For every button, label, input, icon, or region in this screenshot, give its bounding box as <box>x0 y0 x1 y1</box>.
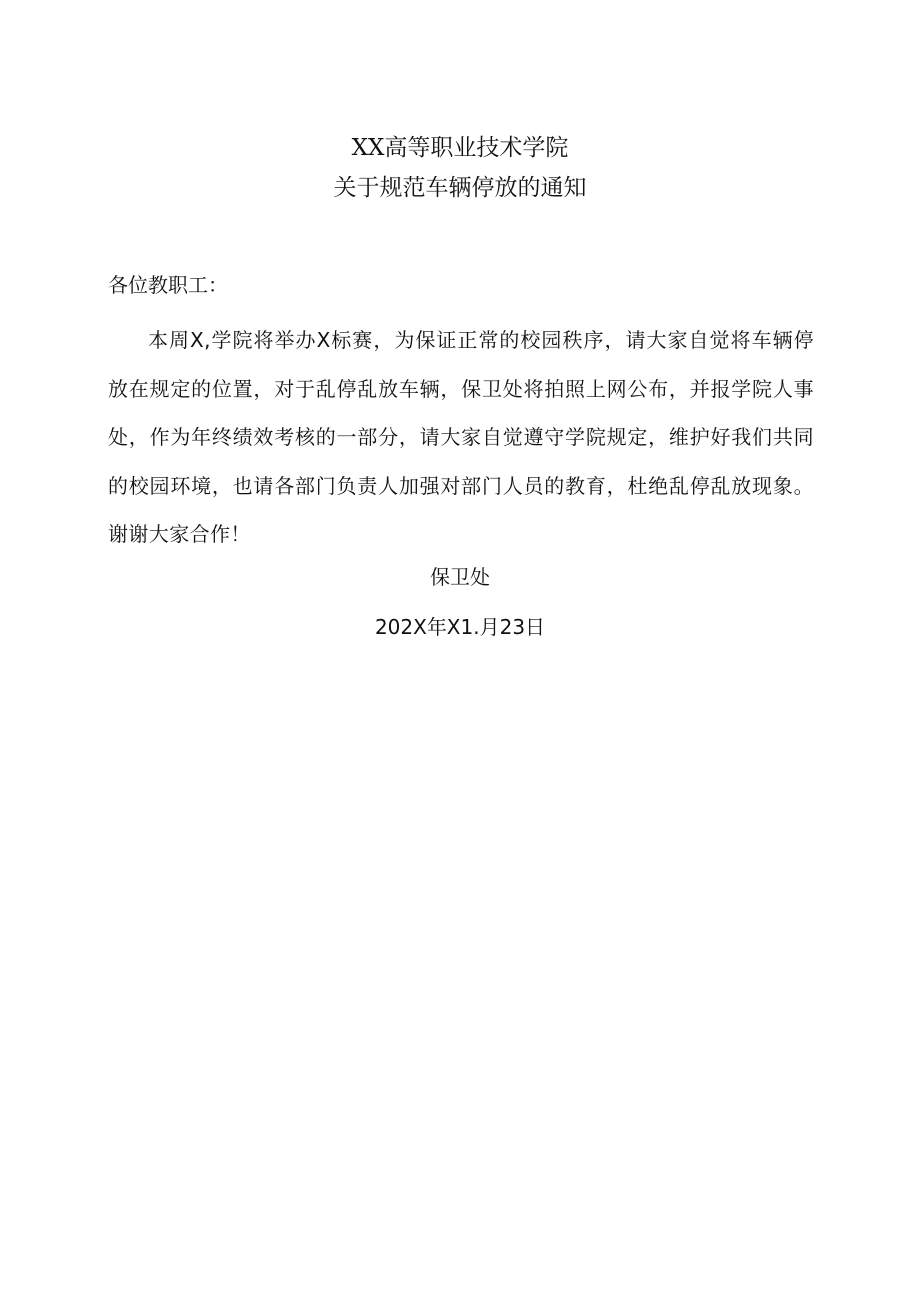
document-title <box>0 128 920 208</box>
salutation: 各位教职工： <box>108 273 228 297</box>
title-institution: XX高等职业技术学院 <box>351 135 569 161</box>
signature-department: 保卫处 <box>430 565 490 589</box>
title-notice: 关于规范车辆停放的通知 <box>333 175 587 201</box>
notice-body: 本周X,学院将举办X标赛，为保证正常的校园秩序，请大家自觉将车辆停放在规定的位置，对于乱停乱放车辆，保卫处将拍照上网公布，并报学院人事处，作为年终绩效考核的一部分，请大家自觉遵守学院规定，维护好我们共同的校园环境，也请各部门负责人加强对部门人员的教育，杜绝乱停乱放现象。谢谢大家合作！ <box>108 328 814 546</box>
notice-date: 202X年X1.月23日 <box>374 615 546 639</box>
